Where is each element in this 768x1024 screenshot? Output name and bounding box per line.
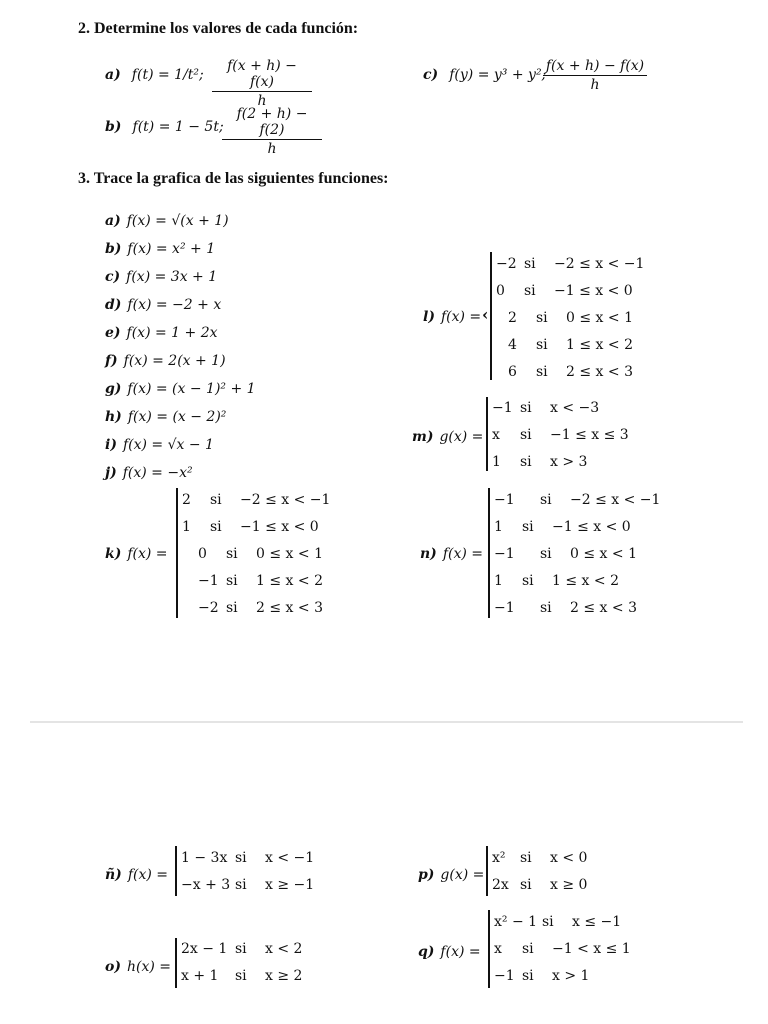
exercise-label: h)	[105, 409, 122, 425]
page-divider	[30, 721, 743, 723]
fraction-denominator: h	[267, 141, 277, 157]
function-expression: f(x) = x² + 1	[127, 241, 216, 257]
function-item	[105, 238, 256, 266]
function-definition: f(t) = 1/t²;	[131, 67, 204, 83]
function-definition: f(y) = y³ + y²;	[449, 67, 547, 83]
difference-quotient-2b	[222, 106, 322, 157]
exercise-3k-lhs	[105, 543, 168, 562]
case-row: −1 si 1 ≤ x < 2	[198, 573, 323, 589]
exercise-label: b)	[105, 241, 122, 257]
function-item	[105, 378, 256, 406]
exercise-label: f)	[105, 353, 118, 369]
case-row: −1 si −2 ≤ x < −1	[494, 492, 661, 508]
function-expression: f(x) = 2(x + 1)	[123, 353, 226, 369]
function-expression: f(x) = −x²	[122, 465, 193, 481]
exercise-label: c)	[105, 269, 121, 285]
case-row: −1 si 0 ≤ x < 1	[494, 546, 637, 562]
function-lhs: h(x) =	[126, 959, 171, 975]
function-definition: f(t) = 1 − 5t;	[132, 119, 224, 135]
difference-quotient-2a	[212, 58, 312, 109]
case-row: −2 si 2 ≤ x < 3	[198, 600, 323, 616]
exercise-label: p)	[418, 867, 435, 883]
section-3-heading: 3. Trace la grafica de las siguientes funciones:	[78, 170, 389, 187]
function-item	[105, 406, 256, 434]
case-row: 1 si −1 ≤ x < 0	[182, 519, 319, 535]
case-row: x + 1 si x ≥ 2	[181, 968, 303, 984]
function-item	[105, 350, 256, 378]
exercise-label: b)	[105, 119, 122, 135]
exercise-3n-lhs	[420, 543, 483, 562]
case-row: 6 si 2 ≤ x < 3	[508, 364, 633, 380]
function-lhs: g(x) =	[439, 429, 484, 445]
function-item	[105, 434, 256, 462]
case-row: x si −1 ≤ x ≤ 3	[492, 427, 629, 443]
exercise-label: q)	[418, 944, 435, 960]
exercise-3l-lhs	[423, 306, 481, 325]
left-brace-icon	[175, 938, 177, 988]
exercise-3o-lhs	[105, 956, 171, 975]
function-lhs: f(x) =	[440, 944, 481, 960]
exercise-label: k)	[105, 546, 122, 562]
function-item	[105, 322, 256, 350]
function-item	[105, 462, 256, 490]
exercise-label: g)	[105, 381, 122, 397]
section-2-heading: 2. Determine los valores de cada función:	[78, 20, 359, 37]
function-lhs: f(x) =	[440, 309, 482, 325]
difference-quotient-2c	[543, 58, 647, 93]
function-item	[105, 294, 256, 322]
function-expression: f(x) = (x − 2)²	[127, 409, 227, 425]
exercise-3m-lhs	[412, 426, 483, 445]
case-row: 1 si x > 3	[492, 454, 588, 470]
case-row: 2 si −2 ≤ x < −1	[182, 492, 331, 508]
case-row: 2x − 1 si x < 2	[181, 941, 303, 957]
case-row: x si −1 < x ≤ 1	[494, 941, 631, 957]
exercise-label: c)	[423, 67, 439, 83]
exercise-label: a)	[105, 67, 121, 83]
fraction-numerator: f(x + h) − f(x)	[212, 58, 312, 92]
function-lhs: f(x) =	[127, 867, 168, 883]
exercise-label: d)	[105, 297, 122, 313]
function-expression: f(x) = √(x + 1)	[126, 213, 229, 229]
function-expression: f(x) = √x − 1	[122, 437, 214, 453]
case-row: 2x si x ≥ 0	[492, 877, 588, 893]
function-item	[105, 266, 256, 294]
function-expression: f(x) = −2 + x	[127, 297, 222, 313]
case-row: −2 si −2 ≤ x < −1	[496, 256, 645, 272]
left-brace-icon	[488, 910, 490, 988]
fraction-denominator: h	[257, 93, 267, 109]
function-lhs: g(x) =	[440, 867, 485, 883]
left-brace-icon	[490, 252, 492, 380]
exercise-label: a)	[105, 213, 121, 229]
exercise-label: j)	[105, 465, 117, 481]
function-item	[105, 210, 256, 238]
case-row: 0 si 0 ≤ x < 1	[198, 546, 323, 562]
function-lhs: f(x) =	[127, 546, 168, 562]
exercise-2b	[105, 116, 224, 135]
exercise-label: e)	[105, 325, 121, 341]
left-brace-icon	[488, 488, 490, 618]
exercise-label: o)	[105, 959, 121, 975]
simple-functions-list	[105, 210, 256, 490]
case-row: 1 si −1 ≤ x < 0	[494, 519, 631, 535]
exercise-label: ñ)	[105, 867, 122, 883]
exercise-2c	[423, 64, 546, 83]
exercise-label: n)	[420, 546, 437, 562]
case-row: 1 si 1 ≤ x < 2	[494, 573, 619, 589]
left-brace-icon	[176, 488, 178, 618]
left-brace-icon	[486, 397, 488, 471]
exercise-3q-lhs	[418, 941, 481, 960]
case-row: −1 si 2 ≤ x < 3	[494, 600, 637, 616]
brace-point-icon: ‹	[482, 305, 489, 324]
left-brace-icon	[175, 846, 177, 896]
left-brace-icon	[486, 846, 488, 896]
case-row: −1 si x > 1	[494, 968, 590, 984]
exercise-3p-lhs	[418, 864, 484, 883]
case-row: 2 si 0 ≤ x < 1	[508, 310, 633, 326]
function-expression: f(x) = 1 + 2x	[126, 325, 218, 341]
fraction-numerator: f(2 + h) − f(2)	[222, 106, 322, 140]
exercise-label: l)	[423, 309, 435, 325]
function-lhs: f(x) =	[442, 546, 483, 562]
case-row: 4 si 1 ≤ x < 2	[508, 337, 633, 353]
case-row: x² − 1 si x ≤ −1	[494, 914, 622, 930]
fraction-denominator: h	[590, 77, 600, 93]
function-expression: f(x) = (x − 1)² + 1	[127, 381, 256, 397]
exercise-3nn-lhs	[105, 864, 168, 883]
case-row: −1 si x < −3	[492, 400, 600, 416]
case-row: 0 si −1 ≤ x < 0	[496, 283, 633, 299]
fraction-numerator: f(x + h) − f(x)	[543, 58, 647, 76]
exercise-label: m)	[412, 429, 434, 445]
function-expression: f(x) = 3x + 1	[126, 269, 218, 285]
exercise-2a	[105, 64, 204, 83]
case-row: −x + 3 si x ≥ −1	[181, 877, 315, 893]
case-row: 1 − 3x si x < −1	[181, 850, 315, 866]
case-row: x² si x < 0	[492, 850, 588, 866]
exercise-label: i)	[105, 437, 117, 453]
